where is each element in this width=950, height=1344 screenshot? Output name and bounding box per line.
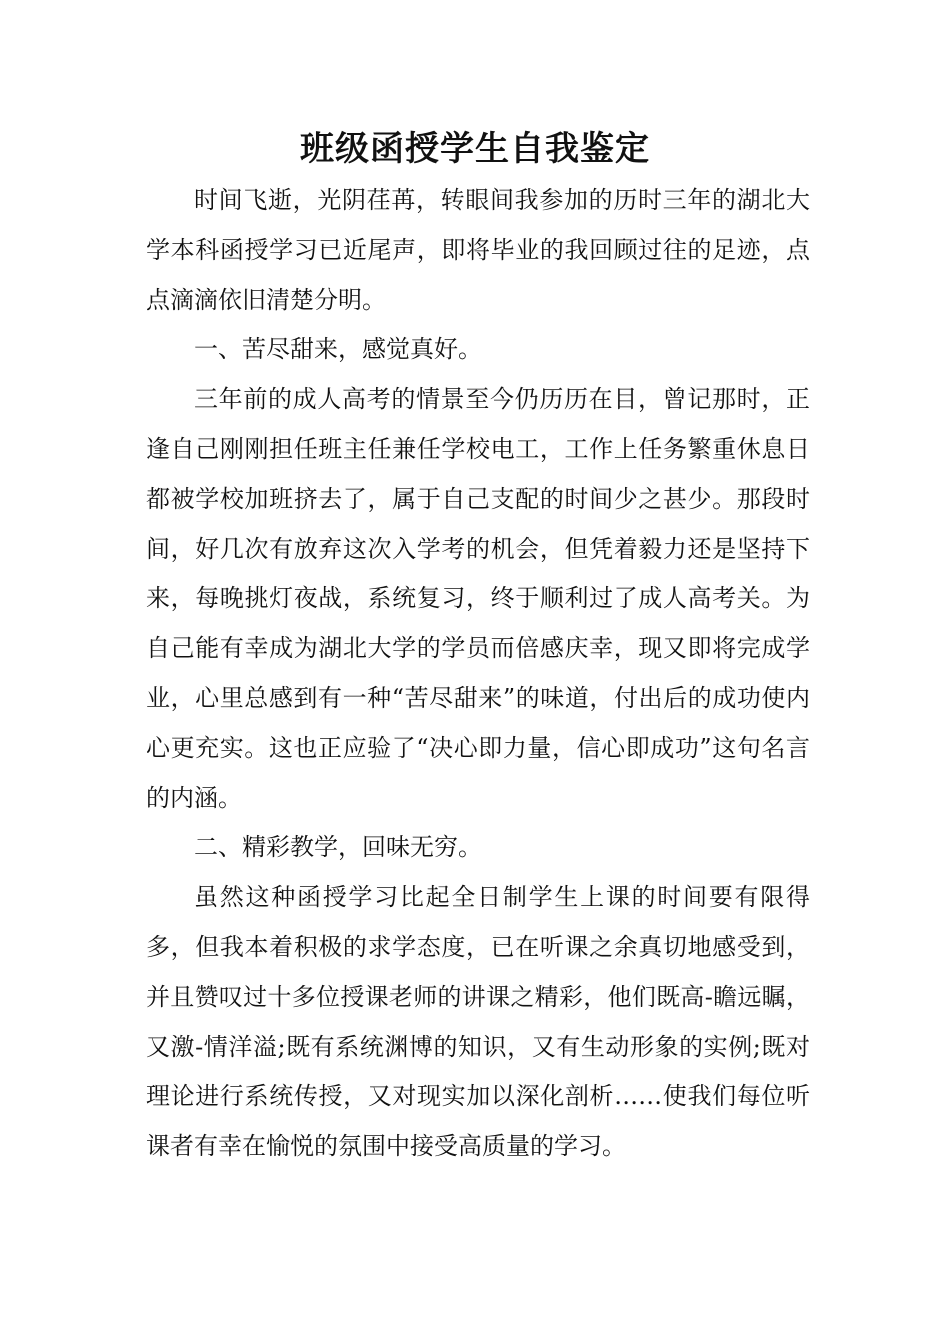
section-heading-1: 一、苦尽甜来，感觉真好。 <box>194 335 482 364</box>
document-body <box>146 176 810 1172</box>
section-heading-2: 二、精彩教学，回味无穷。 <box>194 833 482 862</box>
section-2-paragraph: 虽然这种函授学习比起全日制学生上课的时间要有限得多，但我本着积极的求学态度，已在听课之余真切地感受到，并且赞叹过十多位授课老师的讲课之精彩，他们既高-瞻远瞩，又激-情洋溢;既有系统渊博的知识，又有生动形象的实例;既对理论进行系统传授，又对现实加以深化剖析……使我们每位听课者有幸在愉悦的氛围中接受高质量的学习。 <box>146 883 810 1161</box>
document-title: 班级函授学生自我鉴定 <box>300 129 650 169</box>
intro-paragraph: 时间飞逝，光阴荏苒，转眼间我参加的历时三年的湖北大学本科函授学习已近尾声，即将毕业的我回顾过往的足迹，点点滴滴依旧清楚分明。 <box>146 186 810 314</box>
section-1-paragraph: 三年前的成人高考的情景至今仍历历在目，曾记那时，正逢自己刚刚担任班主任兼任学校电工，工作上任务繁重休息日都被学校加班挤去了，属于自己支配的时间少之甚少。那段时间，好几次有放弃这次入学考的机会，但凭着毅力还是坚持下来，每晚挑灯夜战，系统复习，终于顺利过了成人高考关。为自己能有幸成为湖北大学的学员而倍感庆幸，现又即将完成学业，心里总感到有一种“苦尽甜来”的味道，付出后的成功使内心更充实。这也正应验了“决心即力量，信心即成功”这句名言的内涵。 <box>146 385 810 812</box>
